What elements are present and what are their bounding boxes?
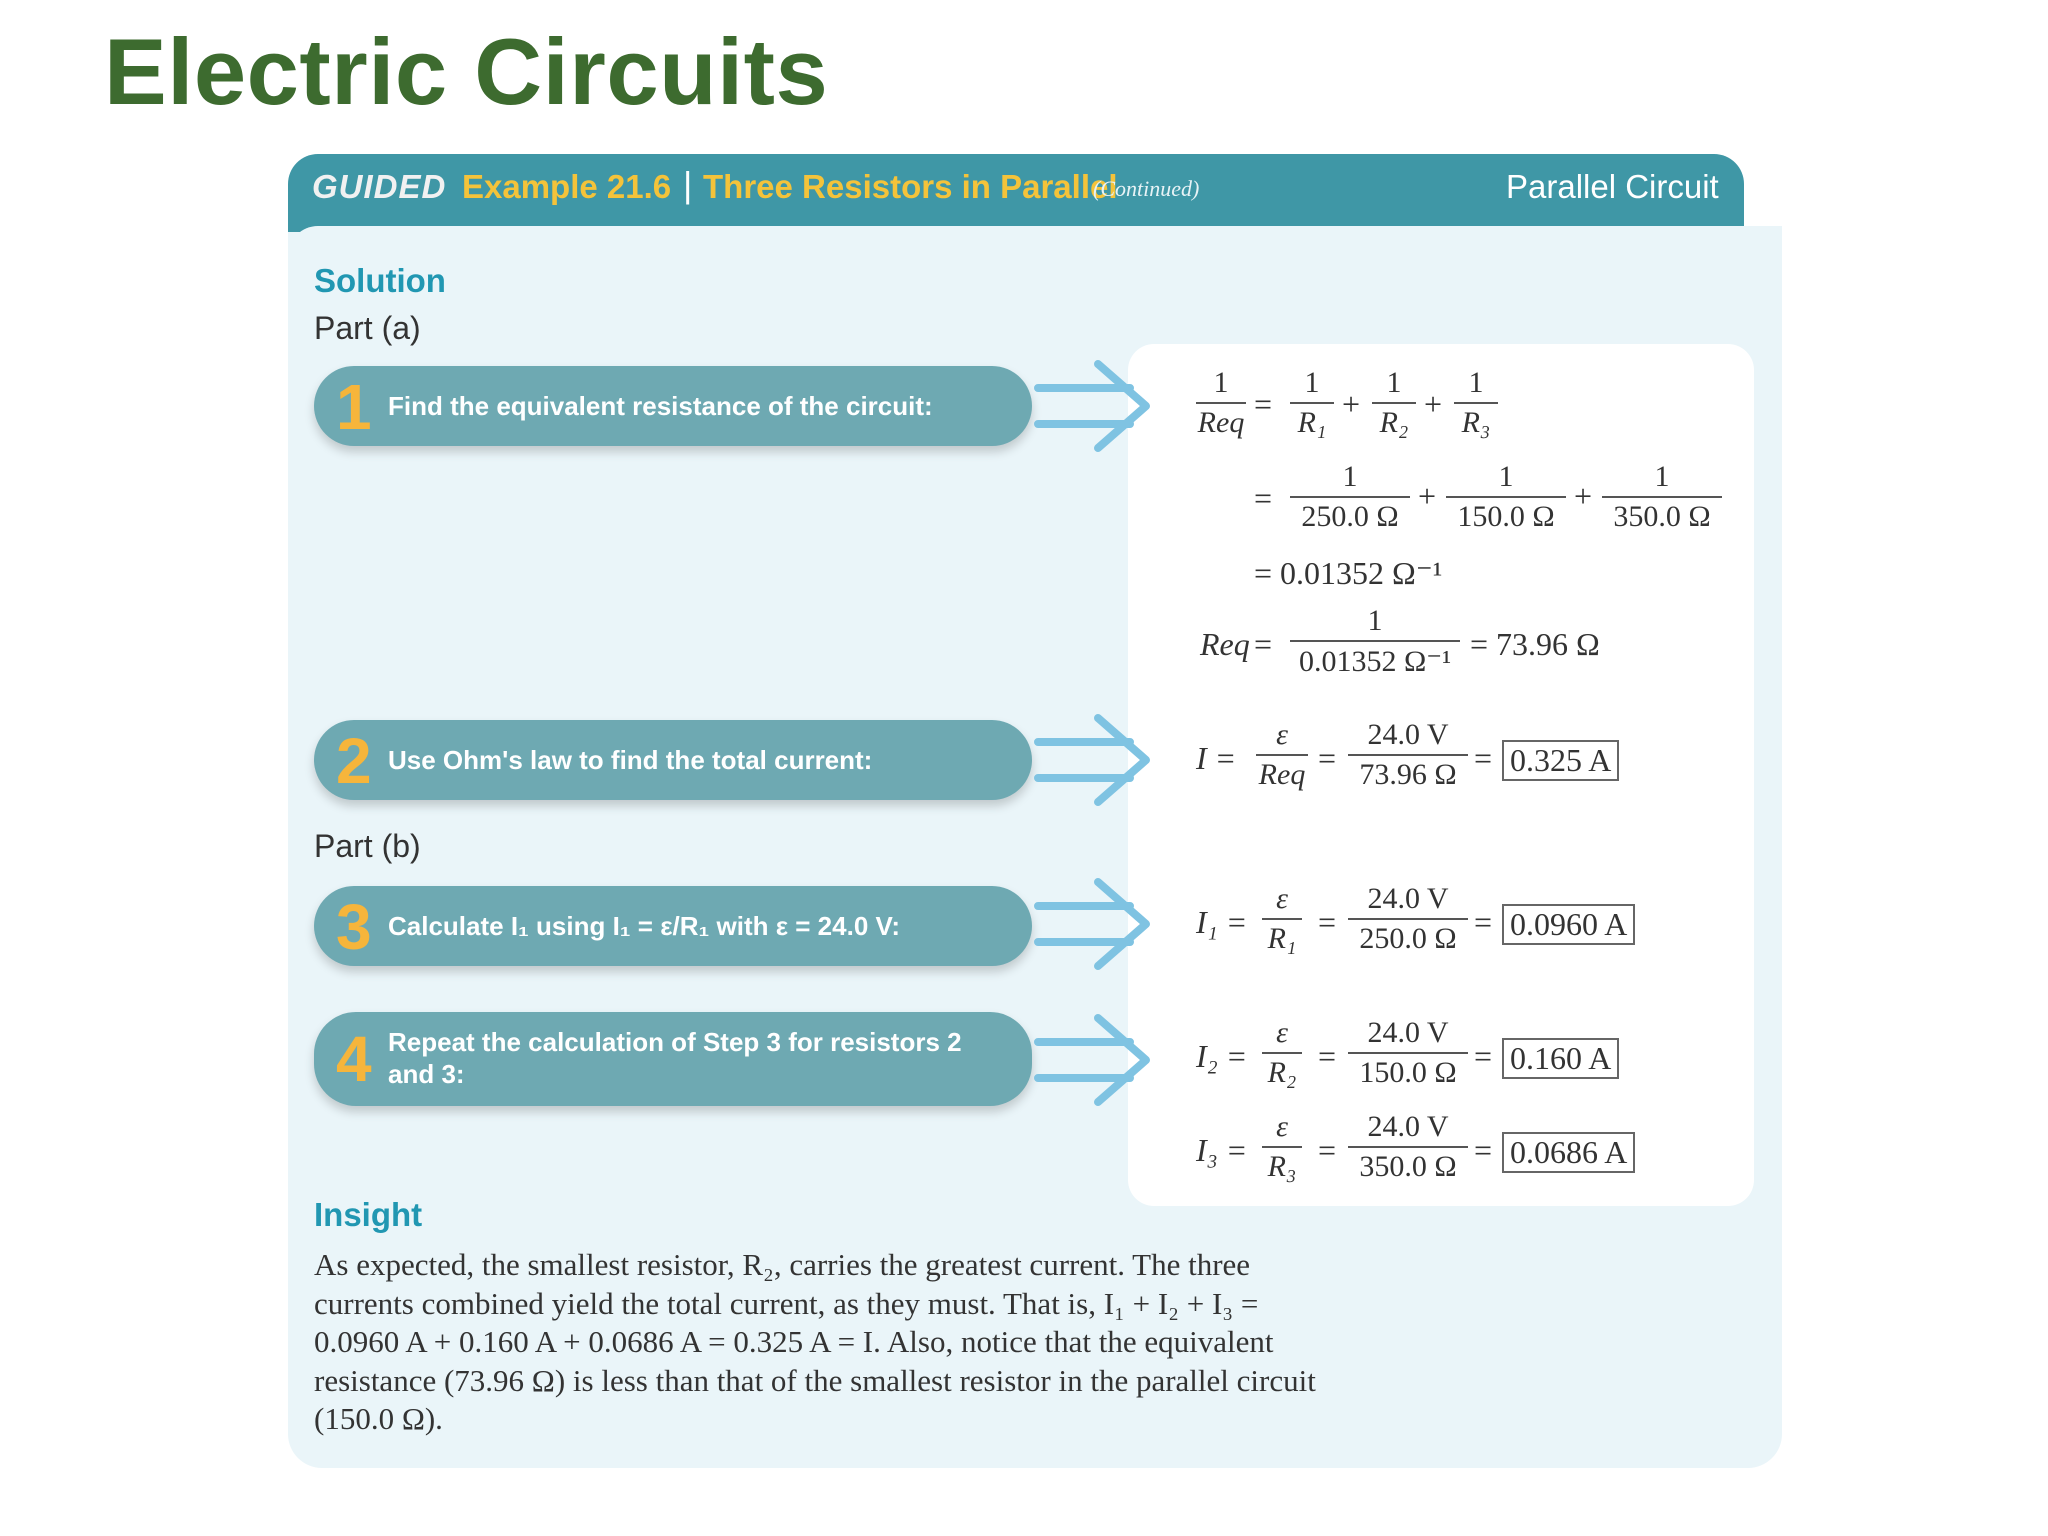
i-total-result: 0.325 A [1502,740,1619,781]
arrow-step-3-icon [1034,876,1152,972]
step-4-number: 4 [336,1023,372,1095]
i1-result: 0.0960 A [1502,904,1635,945]
insight-heading: Insight [314,1196,423,1233]
i3-label: I₃ = [1196,1132,1248,1168]
topic-label: Parallel Circuit [1506,168,1719,205]
header-curve-decoration [288,226,1782,256]
step-1-number: 1 [336,371,372,443]
i2-label: I₂ = [1196,1038,1248,1074]
eq2-equals: = [1254,480,1273,516]
part-b-label: Part (b) [314,828,421,864]
i2-emf-fraction: $\frac{\varepsilon}{\text{R₂}}$ [1262,1016,1302,1090]
i-total-value-fraction: $\frac{24.0 V}{73.96 \Omega}$ [1348,718,1468,792]
eq1-plus-2: + [1424,386,1443,422]
i2-equals-2: = [1474,1038,1493,1074]
header-separator: | [683,164,693,205]
i1-equals-2: = [1474,904,1493,940]
step-2-text: Use Ohm's law to find the total current: [388,745,873,775]
req-fraction: $\frac{1}{\text{0.01352 Ω⁻¹}}$ [1290,604,1460,679]
example-number: Example 21.6 [462,168,672,205]
i3-equals-2: = [1474,1132,1493,1168]
step-3-number: 3 [336,891,372,963]
i2-value-fraction: $\frac{24.0 V}{150.0 \Omega}$ [1348,1016,1468,1090]
step-1-text: Find the equivalent resistance of the circuit: [388,391,933,421]
i3-value-fraction: $\frac{24.0 V}{350.0 \Omega}$ [1348,1110,1468,1184]
eq1-r3-fraction: $\frac{1}{\text{R₃}}$ [1454,366,1498,440]
eq1-plus-1: + [1342,386,1361,422]
req-result: = 73.96 Ω [1470,626,1600,662]
i1-value-fraction: $\frac{24.0 V}{250.0 \Omega}$ [1348,882,1468,956]
i3-equals-1: = [1318,1132,1337,1168]
eq2-plus-1: + [1418,478,1437,514]
i-total-emf-fraction: ε Req [1256,718,1308,792]
step-1 [314,366,1032,446]
eq1-equals: = [1254,386,1273,422]
step-2-number: 2 [336,725,372,797]
example-subject: Three Resistors in Parallel [703,168,1118,205]
arrow-step-2-icon [1034,712,1152,808]
step-3-text: Calculate I₁ using I₁ = ε/R₁ with ε = 24.0 V: [388,911,901,941]
continued-label: (Continued) [1093,176,1200,201]
eq1-r1-fraction: $\frac{1}{\text{R₁}}$ [1290,366,1334,440]
guided-label: GUIDED [312,168,447,205]
step-4-text: Repeat the calculation of Step 3 for resistors 2 and 3: [388,1027,962,1089]
eq2-150-fraction: $\frac{1}{150.0 \Omega}$ [1446,460,1566,534]
req-label: Req [1200,626,1250,662]
i-total-label: I = [1196,740,1237,776]
page-title: Electric Circuits [104,19,829,124]
i1-equals-1: = [1318,904,1337,940]
eq2-250-fraction: $\frac{1}{250.0 \Omega}$ [1290,460,1410,534]
solution-heading: Solution [314,262,446,299]
eq1-r2-fraction: $\frac{1}{\text{R₂}}$ [1372,366,1416,440]
step-2 [314,720,1032,800]
eq1-lhs-fraction: 1 Req [1197,366,1245,439]
i3-result: 0.0686 A [1502,1132,1635,1173]
i2-result: 0.160 A [1502,1038,1619,1079]
part-a-label: Part (a) [314,310,421,346]
i1-label: I₁ = [1196,904,1248,940]
i-total-equals-1: = [1318,740,1337,776]
i3-emf-fraction: $\frac{\varepsilon}{\text{R₃}}$ [1262,1110,1302,1184]
insight-paragraph: As expected, the smallest resistor, R₂, carries the greatest current. The three currents combined yield the total current, as they must. That is, I₁ + I₂ + I₃ = 0.0960 A + 0.160 A + 0.0686 A = 0.325 A = I. Also, notice that the equivalent resistance (73.96 Ω) is less than that of the smallest resistor in the parallel circuit (150.0 Ω). [314,1247,1316,1436]
i1-emf-fraction: $\frac{\varepsilon}{\text{R₁}}$ [1262,882,1302,956]
step-4 [314,1012,1032,1106]
i-total-equals-2: = [1474,740,1493,776]
eq2-350-fraction: $\frac{1}{350.0 \Omega}$ [1602,460,1722,534]
req-equals: = [1254,626,1273,662]
eq2-plus-2: + [1574,478,1593,514]
i2-equals-1: = [1318,1038,1337,1074]
arrow-step-1-icon [1034,358,1152,454]
arrow-step-4-icon [1034,1012,1152,1108]
step-3 [314,886,1032,966]
eq3-sum-result: = 0.01352 Ω⁻¹ [1254,555,1443,591]
